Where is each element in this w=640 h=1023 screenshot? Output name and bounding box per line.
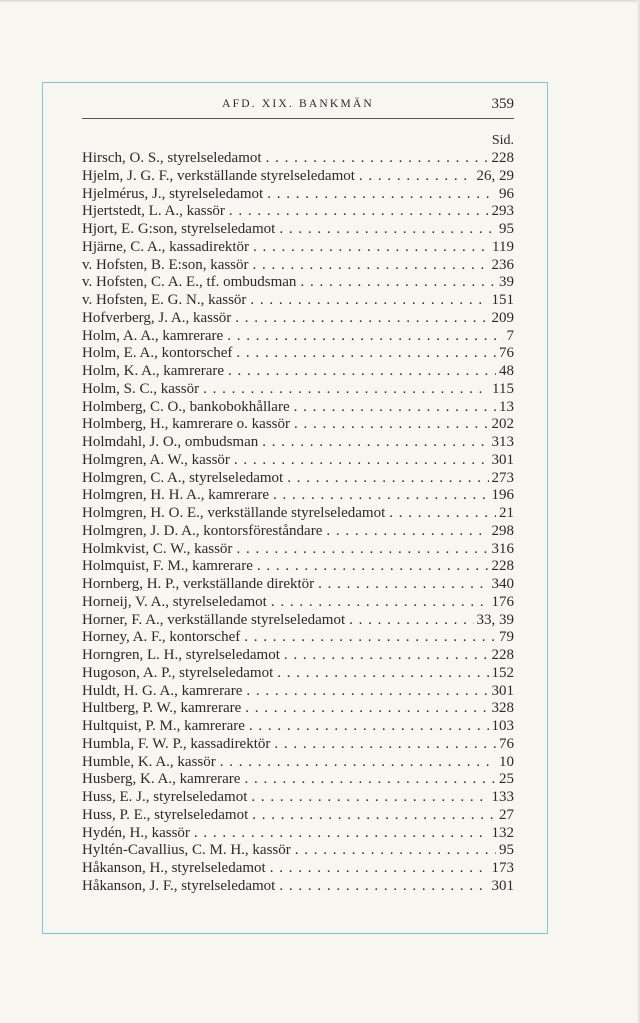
index-entry (82, 381, 514, 399)
index-entry (82, 274, 514, 292)
index-entry (82, 257, 514, 275)
dot-leader (241, 700, 488, 718)
entry-name: Holmquist, F. M., kamrerare (82, 558, 253, 575)
dot-leader (232, 345, 496, 363)
index-entry (82, 239, 514, 257)
entry-name: Holmgren, H. O. E., verkställande styrelseledamot (82, 505, 386, 521)
dot-leader (266, 860, 489, 878)
index-entry (82, 292, 514, 310)
entry-name: Horner, F. A., verkställande styrelseledamot (82, 611, 346, 628)
entry-page-ref: 301 (491, 451, 514, 468)
entry-name: Holmdahl, J. O., ombudsman (82, 434, 259, 450)
entry-page-ref: 95 (499, 221, 514, 237)
section-title: AFD. XIX. BANKMÄN (222, 98, 374, 110)
entry-name: Huldt, H. G. A., kamrerare (82, 682, 243, 699)
page-top-edge (0, 0, 640, 3)
entry-name: Horngren, L. H., styrelseledamot (82, 647, 280, 663)
entry-name: Holmkvist, C. W., kassör (82, 540, 233, 557)
dot-leader (314, 576, 488, 594)
index-entry (82, 665, 514, 683)
running-head (82, 96, 514, 118)
entry-name: Holm, S. C., kassör (82, 380, 200, 397)
dot-leader (275, 878, 488, 896)
entry-page-ref: 39 (499, 274, 514, 291)
entry-name: Håkanson, H., styrelseledamot (82, 860, 266, 876)
entry-page-ref: 316 (491, 540, 514, 557)
entry-page-ref: 115 (492, 380, 514, 397)
entry-name: Holm, A. A., kamrerare (82, 327, 224, 344)
dot-leader (291, 842, 496, 860)
entry-name: Hjertstedt, L. A., kassör (82, 203, 225, 220)
entry-page-ref: 228 (491, 647, 514, 663)
entry-name: Hultberg, P. W., kamrerare (82, 700, 242, 717)
entry-page-ref: 26, 29 (476, 167, 514, 184)
entry-page-ref: 152 (491, 664, 514, 681)
dot-leader (270, 736, 496, 754)
dot-leader (242, 683, 488, 701)
dot-leader (199, 381, 489, 399)
entry-page-ref: 301 (491, 682, 514, 699)
dot-leader (240, 771, 496, 789)
dot-leader (283, 470, 488, 488)
entry-name: Hjelmérus, J., styrelseledamot (82, 185, 264, 202)
index-entry (82, 399, 514, 417)
dot-leader (216, 754, 496, 772)
index-entry (82, 487, 514, 505)
index-entry (82, 186, 514, 204)
entry-page-ref: 132 (491, 824, 514, 841)
entry-page-ref: 76 (499, 345, 514, 362)
entry-page-ref: 21 (499, 505, 514, 521)
entry-page-ref: 119 (492, 238, 514, 255)
index-entry (82, 718, 514, 736)
entry-name: Horney, A. F., kontorschef (82, 629, 241, 646)
index-entry (82, 345, 514, 363)
dot-leader (355, 168, 474, 186)
index-entry (82, 825, 514, 843)
index-entry (82, 754, 514, 772)
dot-leader (225, 203, 489, 221)
entry-name: Hjelm, J. G. F., verkställande styrelseledamot (82, 167, 355, 184)
dot-leader (269, 487, 488, 505)
dot-leader (248, 807, 496, 825)
entry-name: v. Hofsten, C. A. E., tf. ombudsman (82, 274, 297, 291)
entry-page-ref: 133 (491, 789, 514, 805)
dot-leader (249, 239, 489, 257)
dot-leader (273, 665, 488, 683)
index-entry (82, 558, 514, 576)
dot-leader (232, 541, 488, 559)
entry-page-ref: 7 (506, 327, 514, 344)
index-entry (82, 363, 514, 381)
entry-name: Holm, E. A., kontorschef (82, 345, 233, 362)
index-entry (82, 576, 514, 594)
index-entry (82, 168, 514, 186)
entry-name: Hjort, E. G:son, styrelseledamot (82, 221, 276, 237)
entry-page-ref: 96 (499, 185, 514, 202)
entry-name: Husberg, K. A., kamrerare (82, 771, 241, 788)
index-entry (82, 523, 514, 541)
dot-leader (322, 523, 488, 541)
entry-page-ref: 236 (491, 256, 514, 273)
index-entry (82, 878, 514, 896)
index-entry (82, 842, 514, 860)
index-entry (82, 594, 514, 612)
header-rule (82, 118, 514, 119)
dot-leader (275, 221, 496, 239)
entry-page-ref: 76 (499, 735, 514, 752)
index-entry (82, 505, 514, 523)
dot-leader (240, 629, 496, 647)
entry-page-ref: 27 (499, 806, 514, 823)
entry-page-ref: 79 (499, 629, 514, 646)
index-entry (82, 807, 514, 825)
dot-leader (246, 292, 488, 310)
entry-page-ref: 13 (499, 398, 514, 415)
page-number: 359 (491, 96, 514, 112)
entry-name: Holmgren, C. A., styrelseledamot (82, 469, 284, 486)
dot-leader (280, 647, 489, 665)
dot-leader (224, 363, 496, 381)
dot-leader (249, 257, 489, 275)
entry-name: Holmgren, H. H. A., kamrerare (82, 487, 270, 504)
entry-page-ref: 340 (491, 576, 514, 592)
entry-page-ref: 228 (491, 558, 514, 575)
entry-name: Humbla, F. W. P., kassadirektör (82, 735, 271, 752)
dot-leader (263, 186, 496, 204)
entry-name: Hultquist, P. M., kamrerare (82, 718, 245, 734)
entry-name: v. Hofsten, E. G. N., kassör (82, 292, 247, 308)
entry-name: Hydén, H., kassör (82, 824, 190, 841)
entry-name: Hyltén-Cavallius, C. M. H., kassör (82, 842, 291, 859)
entry-name: Hofverberg, J. A., kassör (82, 309, 232, 326)
index-entry (82, 789, 514, 807)
index-entry (82, 612, 514, 630)
entry-page-ref: 151 (491, 292, 514, 308)
dot-leader (253, 558, 489, 576)
dot-leader (245, 718, 489, 736)
entry-page-ref: 176 (491, 593, 514, 610)
dot-leader (385, 505, 496, 523)
dot-leader (258, 434, 488, 452)
index-entry (82, 629, 514, 647)
entry-name: Hjärne, C. A., kassadirektör (82, 238, 250, 255)
entry-page-ref: 10 (499, 753, 514, 770)
entry-name: Huss, P. E., styrelseledamot (82, 806, 249, 823)
entry-page-ref: 209 (491, 309, 514, 326)
index-entry (82, 683, 514, 701)
index-entry (82, 736, 514, 754)
entry-page-ref: 328 (491, 700, 514, 717)
dot-leader (345, 612, 473, 630)
dot-leader (247, 789, 488, 807)
index-entry (82, 700, 514, 718)
index-entry (82, 434, 514, 452)
entry-name: Holmgren, J. D. A., kontorsföreståndare (82, 522, 323, 539)
entry-page-ref: 293 (491, 203, 514, 220)
index-entry (82, 416, 514, 434)
entry-page-ref: 48 (499, 363, 514, 379)
entry-page-ref: 173 (491, 860, 514, 876)
entry-name: Horneij, V. A., styrelseledamot (82, 593, 267, 610)
entry-name: Hornberg, H. P., verkställande direktör (82, 576, 315, 592)
entry-name: Huss, E. J., styrelseledamot (82, 789, 248, 805)
dot-leader (223, 328, 503, 346)
entry-page-ref: 196 (491, 487, 514, 504)
index-entry (82, 452, 514, 470)
index-entry (82, 203, 514, 221)
entry-name: Hirsch, O. S., styrelseledamot (82, 150, 262, 166)
dot-leader (267, 594, 489, 612)
index-entry (82, 328, 514, 346)
dot-leader (262, 150, 489, 168)
entry-name: Holmberg, H., kamrerare o. kassör (82, 416, 290, 433)
index-entry (82, 221, 514, 239)
entry-page-ref: 33, 39 (476, 611, 514, 628)
index-entry (82, 771, 514, 789)
entry-page-ref: 301 (491, 877, 514, 894)
index-entry (82, 647, 514, 665)
index-entry (82, 860, 514, 878)
index-entry-list (82, 150, 514, 896)
entry-name: Holmberg, C. O., bankobokhållare (82, 398, 290, 415)
index-entry (82, 310, 514, 328)
dot-leader (190, 825, 489, 843)
entry-name: Holmgren, A. W., kassör (82, 451, 230, 468)
entry-name: Hugoson, A. P., styrelseledamot (82, 664, 274, 681)
entry-page-ref: 25 (499, 771, 514, 788)
dot-leader (230, 452, 489, 470)
page-column-label: Sid. (491, 133, 514, 148)
dot-leader (290, 416, 489, 434)
entry-name: Humble, K. A., kassör (82, 753, 216, 770)
entry-page-ref: 103 (491, 718, 514, 734)
dot-leader (231, 310, 488, 328)
dot-leader (296, 274, 496, 292)
entry-name: v. Hofsten, B. E:son, kassör (82, 256, 249, 273)
index-entry (82, 470, 514, 488)
dot-leader (290, 399, 496, 417)
entry-page-ref: 228 (491, 150, 514, 166)
entry-name: Håkanson, J. F., styrelseledamot (82, 877, 276, 894)
entry-name: Holm, K. A., kamrerare (82, 363, 225, 379)
entry-page-ref: 95 (499, 842, 514, 859)
index-entry (82, 541, 514, 559)
entry-page-ref: 273 (491, 469, 514, 486)
entry-page-ref: 202 (491, 416, 514, 433)
entry-page-ref: 298 (491, 522, 514, 539)
entry-page-ref: 313 (491, 434, 514, 450)
index-entry (82, 150, 514, 168)
